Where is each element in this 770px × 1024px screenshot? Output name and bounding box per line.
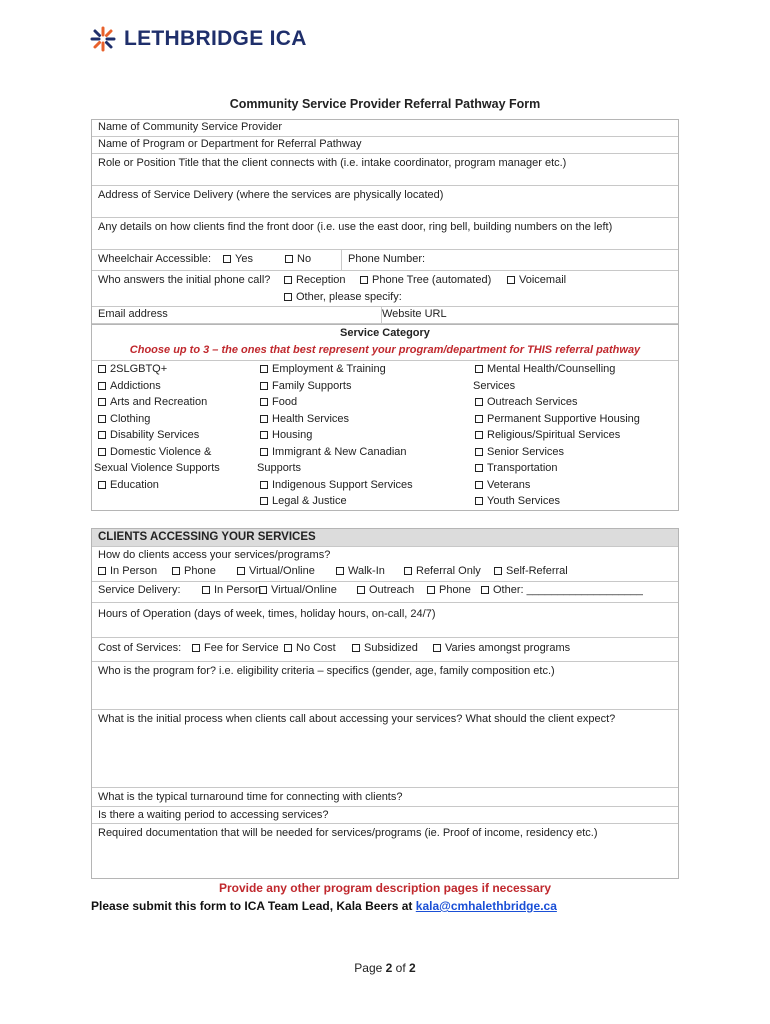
waiting-period-field[interactable]: Is there a waiting period to accessing services? (92, 807, 678, 824)
cost-no-cost-option[interactable]: No Cost (284, 641, 336, 656)
access-self-referral-option[interactable]: Self-Referral (494, 564, 568, 579)
email-field[interactable]: Email address (98, 308, 168, 320)
address-label: Address of Service Delivery (where the services are physically located) (98, 189, 444, 201)
access-method-label: How do clients access your services/programs? (98, 549, 331, 561)
wheelchair-label: Wheelchair Accessible: (98, 253, 212, 265)
phone-answer-row (92, 271, 678, 307)
category-option[interactable]: Disability Services (98, 427, 220, 444)
category-option[interactable]: Family Supports (260, 378, 413, 395)
category-option[interactable]: Housing (260, 427, 413, 444)
cost-varies-option[interactable]: Varies amongst programs (433, 641, 570, 656)
category-option[interactable]: Education (98, 477, 220, 494)
phone-reception-option[interactable]: Reception (284, 273, 346, 288)
email-link[interactable]: kala@cmhalethbridge.ca (415, 899, 557, 913)
service-category-section (91, 324, 679, 511)
category-option-wrap: Sexual Violence Supports (94, 462, 220, 474)
form-title: Community Service Provider Referral Pathway Form (229, 97, 541, 111)
phone-reception-checkbox[interactable] (284, 276, 292, 284)
delivery-virtual-option[interactable]: Virtual/Online (259, 583, 337, 598)
category-option[interactable]: Clothing (98, 411, 220, 428)
additional-pages-note: Provide any other program description pages if necessary (218, 881, 552, 895)
role-field[interactable] (92, 154, 678, 186)
address-field[interactable] (92, 186, 678, 218)
category-option[interactable]: Legal & Justice (260, 493, 413, 510)
eligibility-field[interactable]: Who is the program for? i.e. eligibility criteria – specifics (gender, age, family composition etc.) (92, 662, 678, 710)
logo (90, 26, 307, 52)
phone-other-option[interactable]: Other, please specify: (284, 290, 402, 305)
wheelchair-no-option[interactable]: No (285, 252, 311, 267)
delivery-outreach-option[interactable]: Outreach (357, 583, 414, 598)
hours-field[interactable]: Hours of Operation (days of week, times, holiday hours, on-call, 24/7) (92, 603, 678, 638)
provider-details-table (91, 119, 679, 325)
category-option[interactable]: Outreach Services (475, 394, 640, 411)
cost-row (92, 638, 678, 662)
category-option[interactable]: Addictions (98, 378, 220, 395)
cost-fee-option[interactable]: Fee for Service (192, 641, 279, 656)
delivery-other-option[interactable]: Other: ___________________ (481, 583, 643, 598)
logo-star-icon (90, 26, 116, 52)
category-option[interactable]: Veterans (475, 477, 640, 494)
delivery-phone-option[interactable]: Phone (427, 583, 471, 598)
role-label: Role or Position Title that the client connects with (i.e. intake coordinator, program manager etc.) (98, 157, 567, 169)
category-option[interactable]: Transportation (475, 460, 640, 477)
phone-answer-label: Who answers the initial phone call? (98, 274, 271, 286)
access-method-row (92, 547, 678, 582)
category-option[interactable]: Employment & Training (260, 361, 413, 378)
phone-tree-checkbox[interactable] (360, 276, 368, 284)
wheelchair-no-checkbox[interactable] (285, 255, 293, 263)
category-option[interactable]: Domestic Violence & (98, 444, 220, 461)
cost-label: Cost of Services: (98, 642, 182, 654)
email-website-row (92, 307, 678, 324)
submit-instructions: Please submit this form to ICA Team Lead, Kala Beers at kala@cmhalethbridge.ca (91, 899, 557, 913)
access-walk-in-option[interactable]: Walk-In (336, 564, 385, 579)
service-category-instruction: Choose up to 3 – the ones that best represent your program/department for THIS referral pathway (129, 344, 641, 356)
provider-name-field[interactable] (92, 120, 678, 137)
category-option[interactable]: Health Services (260, 411, 413, 428)
category-option-wrap: Supports (257, 462, 302, 474)
initial-process-field[interactable]: What is the initial process when clients call about accessing your services? What should the client expect? (92, 710, 678, 788)
wheelchair-row (92, 250, 678, 271)
category-option[interactable]: Arts and Recreation (98, 394, 220, 411)
category-option[interactable]: Permanent Supportive Housing (475, 411, 640, 428)
category-option[interactable]: Youth Services (475, 493, 640, 510)
provider-name-label: Name of Community Service Provider (98, 121, 283, 133)
page-number: Page 2 of 2 (354, 961, 416, 975)
service-delivery-label: Service Delivery: (98, 584, 181, 596)
phone-other-checkbox[interactable] (284, 293, 292, 301)
service-category-heading: Service Category (340, 327, 430, 339)
website-field[interactable]: Website URL (382, 308, 447, 320)
phone-voicemail-option[interactable]: Voicemail (507, 273, 566, 288)
access-in-person-option[interactable]: In Person (98, 564, 157, 579)
logo-text: LETHBRIDGE ICA (124, 27, 307, 50)
category-option[interactable]: Food (260, 394, 413, 411)
phone-number-field[interactable]: Phone Number: (348, 253, 426, 265)
access-virtual-option[interactable]: Virtual/Online (237, 564, 315, 579)
category-option[interactable]: Indigenous Support Services (260, 477, 413, 494)
category-option[interactable]: Senior Services (475, 444, 640, 461)
program-name-label: Name of Program or Department for Referral Pathway (98, 138, 362, 150)
access-phone-option[interactable]: Phone (172, 564, 216, 579)
access-referral-only-option[interactable]: Referral Only (404, 564, 481, 579)
category-option[interactable]: 2SLGBTQ+ (98, 361, 220, 378)
turnaround-field[interactable]: What is the typical turnaround time for connecting with clients? (92, 788, 678, 807)
category-col-1 (94, 361, 220, 493)
program-name-field[interactable] (92, 137, 678, 154)
client-access-table (91, 528, 679, 879)
category-option[interactable]: Mental Health/Counselling (475, 361, 640, 378)
front-door-field[interactable] (92, 218, 678, 250)
service-delivery-row (92, 582, 678, 603)
phone-tree-option[interactable]: Phone Tree (automated) (360, 273, 491, 288)
wheelchair-yes-option[interactable]: Yes (223, 252, 253, 267)
delivery-in-person-option[interactable]: In Person (202, 583, 261, 598)
category-col-2 (257, 361, 413, 510)
client-access-heading: CLIENTS ACCESSING YOUR SERVICES (92, 529, 678, 547)
front-door-label: Any details on how clients find the front door (i.e. use the east door, ring bell, building numbers on the left) (98, 221, 613, 233)
category-option[interactable]: Religious/Spiritual Services (475, 427, 640, 444)
phone-voicemail-checkbox[interactable] (507, 276, 515, 284)
category-col-3 (475, 361, 640, 510)
wheelchair-yes-checkbox[interactable] (223, 255, 231, 263)
category-option-wrap: Services (473, 379, 516, 392)
documentation-field[interactable]: Required documentation that will be needed for services/programs (ie. Proof of income, residency etc.) (98, 827, 598, 839)
cost-subsidized-option[interactable]: Subsidized (352, 641, 418, 656)
category-option[interactable]: Immigrant & New Canadian (260, 444, 413, 461)
